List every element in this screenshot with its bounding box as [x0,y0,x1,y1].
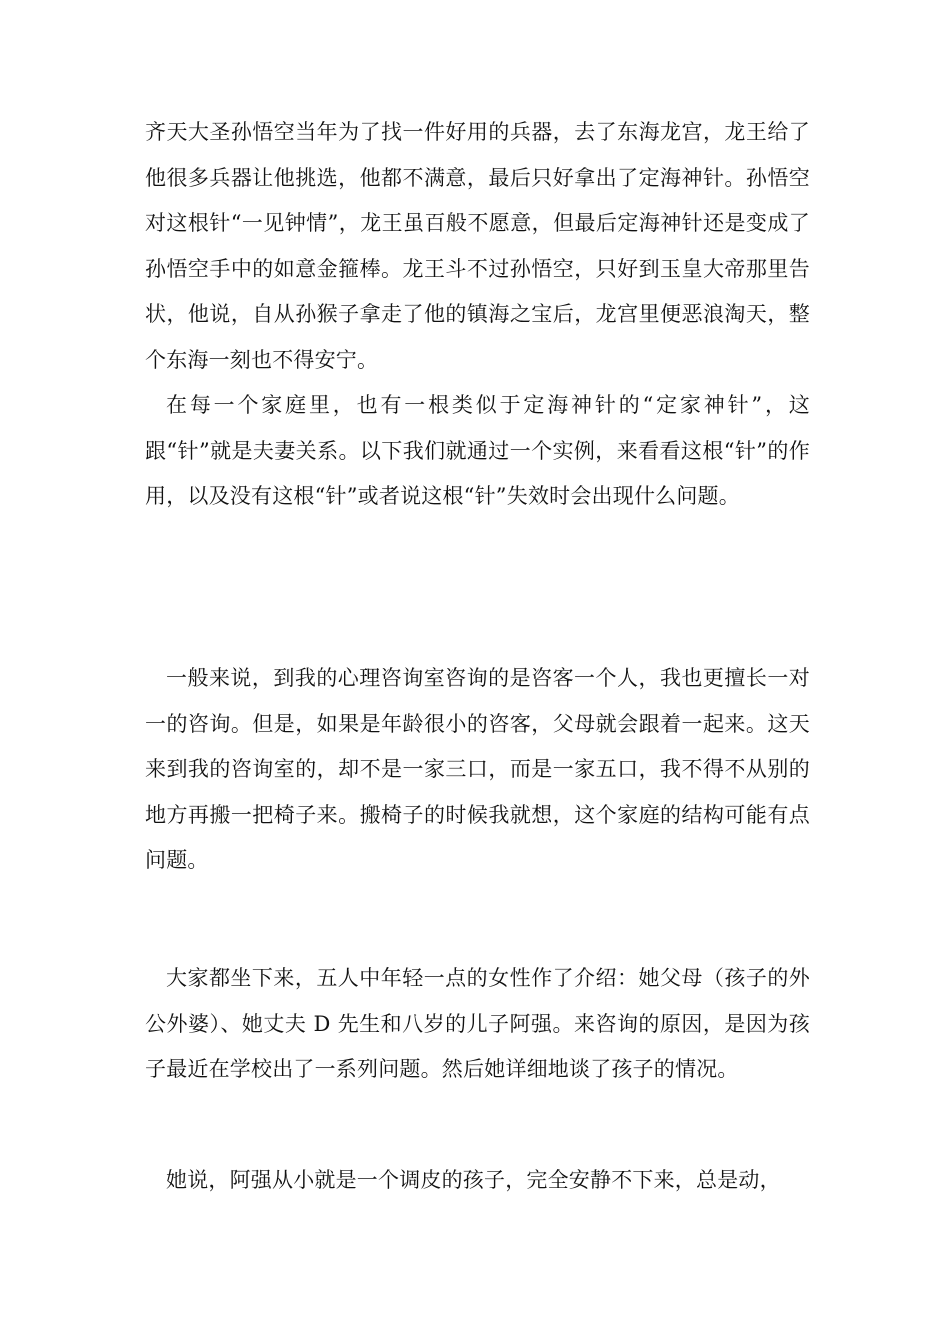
paragraph-child-description: 她说，阿强从小就是一个调皮的孩子，完全安静不下来，总是动， [166,1168,781,1192]
paragraph-family-introduction: 大家都坐下来，五人中年轻一点的女性作了介绍：她父母（孩子的外公外婆）、她丈夫 D 先生和八岁的儿子阿强。来咨询的原因，是因为孩子最近在学校出了一系列问题。然后她详细地谈了孩子的情况。 [145,966,810,1081]
paragraph-counseling-visit: 一般来说，到我的心理咨询室咨询的是咨客一个人，我也更擅长一对一的咨询。但是，如果是年龄很小的咨客，父母就会跟着一起来。这天来到我的咨询室的，却不是一家三口，而是一家五口，我不得不从别的地方再搬一把椅子来。搬椅子的时候我就想，这个家庭的结构可能有点问题。 [145,666,810,872]
paragraph-family-needle: 在每一个家庭里，也有一根类似于定海神针的“定家神针”，这跟“针”就是夫妻关系。以下我们就通过一个实例，来看看这根“针”的作用，以及没有这根“针”或者说这根“针”失效时会出现什么问题。 [145,393,810,508]
paragraph-monkey-king-story: 齐天大圣孙悟空当年为了找一件好用的兵器，去了东海龙宫，龙王给了他很多兵器让他挑选，他都不满意，最后只好拿出了定海神针。孙悟空对这根针“一见钟情”，龙王虽百般不愿意，但最后定海神针还是变成了孙悟空手中的如意金箍棒。龙王斗不过孙悟空，只好到玉皇大帝那里告状，他说，自从孙猴子拿走了他的镇海之宝后，龙宫里便恶浪淘天，整个东海一刻也不得安宁。 [145,120,810,372]
